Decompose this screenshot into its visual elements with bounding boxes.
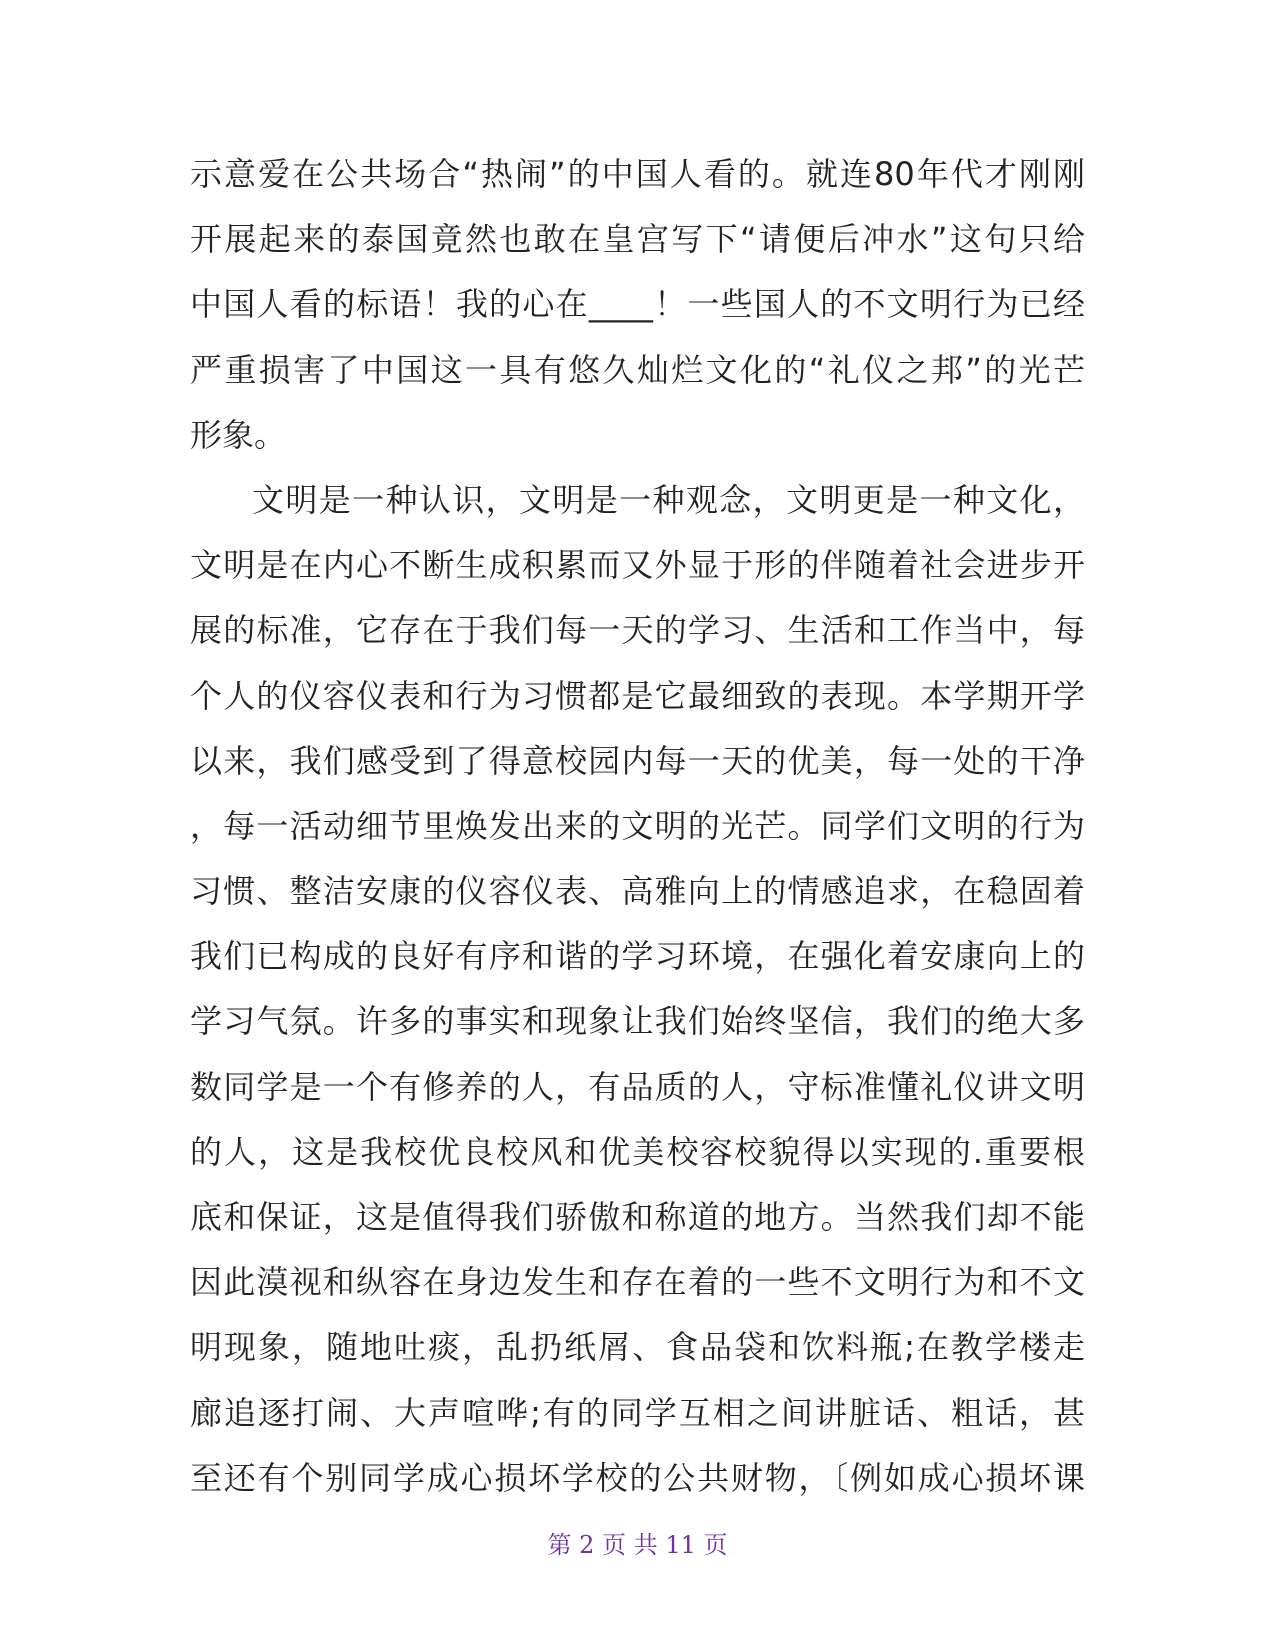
text-line: ，每一活动细节里焕发出来的文明的光芒。同学们文明的行为 <box>190 806 1085 845</box>
footer-prefix: 第 <box>547 1531 572 1559</box>
text-line: 示意爱在公共场合“热闹”的中国人看的。就连80年代才刚刚 <box>190 155 1085 193</box>
text-line: 廊追逐打闹、大声喧哗;有的同学互相之间讲脏话、粗话，甚 <box>190 1393 1085 1432</box>
text-line: 底和保证，这是值得我们骄傲和称道的地方。当然我们却不能 <box>190 1198 1085 1236</box>
footer-page-number: 2 <box>579 1531 595 1559</box>
text-line: 严重损害了中国这一具有悠久灿烂文化的“礼仪之邦”的光芒 <box>190 350 1085 389</box>
footer-suffix: 页 <box>703 1531 728 1559</box>
text-line: 展的标准，它存在于我们每一天的学习、生活和工作当中，每 <box>190 611 1085 650</box>
text-line: 形象。 <box>190 415 287 454</box>
text-line: 的人，这是我校优良校风和优美校容校貌得以实现的.重要根 <box>190 1132 1085 1171</box>
text-line: 学习气氛。许多的事实和现象让我们始终坚信，我们的绝大多 <box>190 1002 1085 1041</box>
body-text <box>190 142 1085 1511</box>
footer-middle: 页 共 <box>602 1531 658 1559</box>
text-line: 文明是一种认识，文明是一种观念，文明更是一种文化， <box>252 480 1085 519</box>
text-line: 中国人看的标语！我的心在____！一些国人的不文明行为已经 <box>190 285 1085 324</box>
text-line: 开展起来的泰国竟然也敢在皇宫写下“请便后冲水”这句只给 <box>190 220 1085 259</box>
text-line: 我们已构成的良好有序和谐的学习环境，在强化着安康向上的 <box>190 937 1085 976</box>
text-line: 以来，我们感受到了得意校园内每一天的优美，每一处的干净 <box>190 741 1085 780</box>
text-line: 数同学是一个有修养的人，有品质的人，守标准懂礼仪讲文明 <box>190 1067 1085 1106</box>
page-footer <box>0 1525 1275 1560</box>
footer-total-pages: 11 <box>665 1531 696 1559</box>
text-line: 习惯、整洁安康的仪容仪表、高雅向上的情感追求，在稳固着 <box>190 872 1085 911</box>
text-line: 因此漠视和纵容在身边发生和存在着的一些不文明行为和不文 <box>190 1263 1085 1302</box>
text-line: 至还有个别同学成心损坏学校的公共财物，〔例如成心损坏课 <box>190 1458 1085 1497</box>
text-line: 个人的仪容仪表和行为习惯都是它最细致的表现。本学期开学 <box>190 676 1085 715</box>
text-line: 明现象，随地吐痰，乱扔纸屑、食品袋和饮料瓶;在教学楼走 <box>190 1328 1085 1367</box>
text-line: 文明是在内心不断生成积累而又外显于形的伴随着社会进步开 <box>190 546 1085 585</box>
